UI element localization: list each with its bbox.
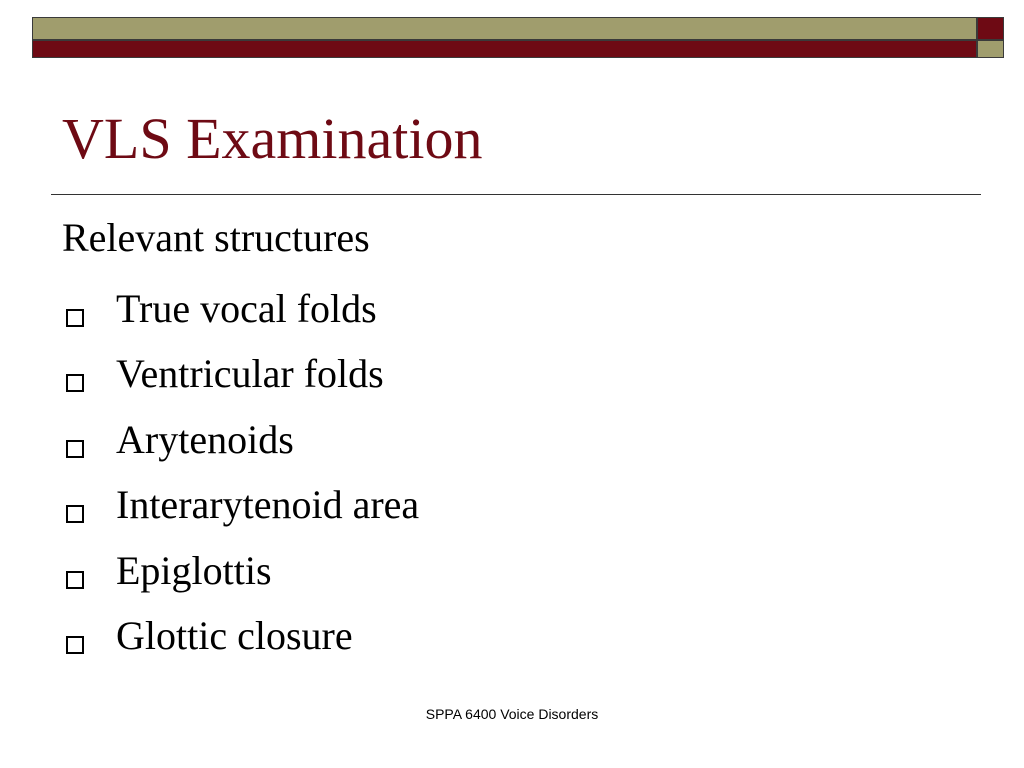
hollow-square-bullet-icon — [66, 505, 84, 523]
bullet-text: Interarytenoid area — [116, 482, 420, 528]
hollow-square-bullet-icon — [66, 636, 84, 654]
header-band-olive — [32, 17, 977, 40]
bullet-item — [62, 544, 419, 610]
bullet-item — [62, 282, 419, 348]
bullet-text: Glottic closure — [116, 613, 353, 659]
slide-title: VLS Examination — [62, 106, 483, 171]
bullet-list — [62, 282, 419, 675]
slide-footer: SPPA 6400 Voice Disorders — [425, 706, 599, 722]
bullet-item — [62, 413, 419, 479]
title-divider — [51, 194, 981, 195]
bullet-text: Arytenoids — [116, 416, 294, 462]
header-band-maroon — [32, 40, 977, 58]
hollow-square-bullet-icon — [66, 571, 84, 589]
hollow-square-bullet-icon — [66, 309, 84, 327]
bullet-text: Ventricular folds — [116, 351, 384, 397]
bullet-item — [62, 479, 419, 545]
bullet-text: Epiglottis — [116, 547, 272, 593]
header-corner-olive — [977, 40, 1004, 58]
slide-subheading: Relevant structures — [62, 215, 370, 260]
bullet-item — [62, 610, 419, 676]
bullet-item — [62, 348, 419, 414]
hollow-square-bullet-icon — [66, 440, 84, 458]
header-corner-maroon — [977, 17, 1004, 40]
hollow-square-bullet-icon — [66, 374, 84, 392]
bullet-text: True vocal folds — [116, 285, 377, 331]
